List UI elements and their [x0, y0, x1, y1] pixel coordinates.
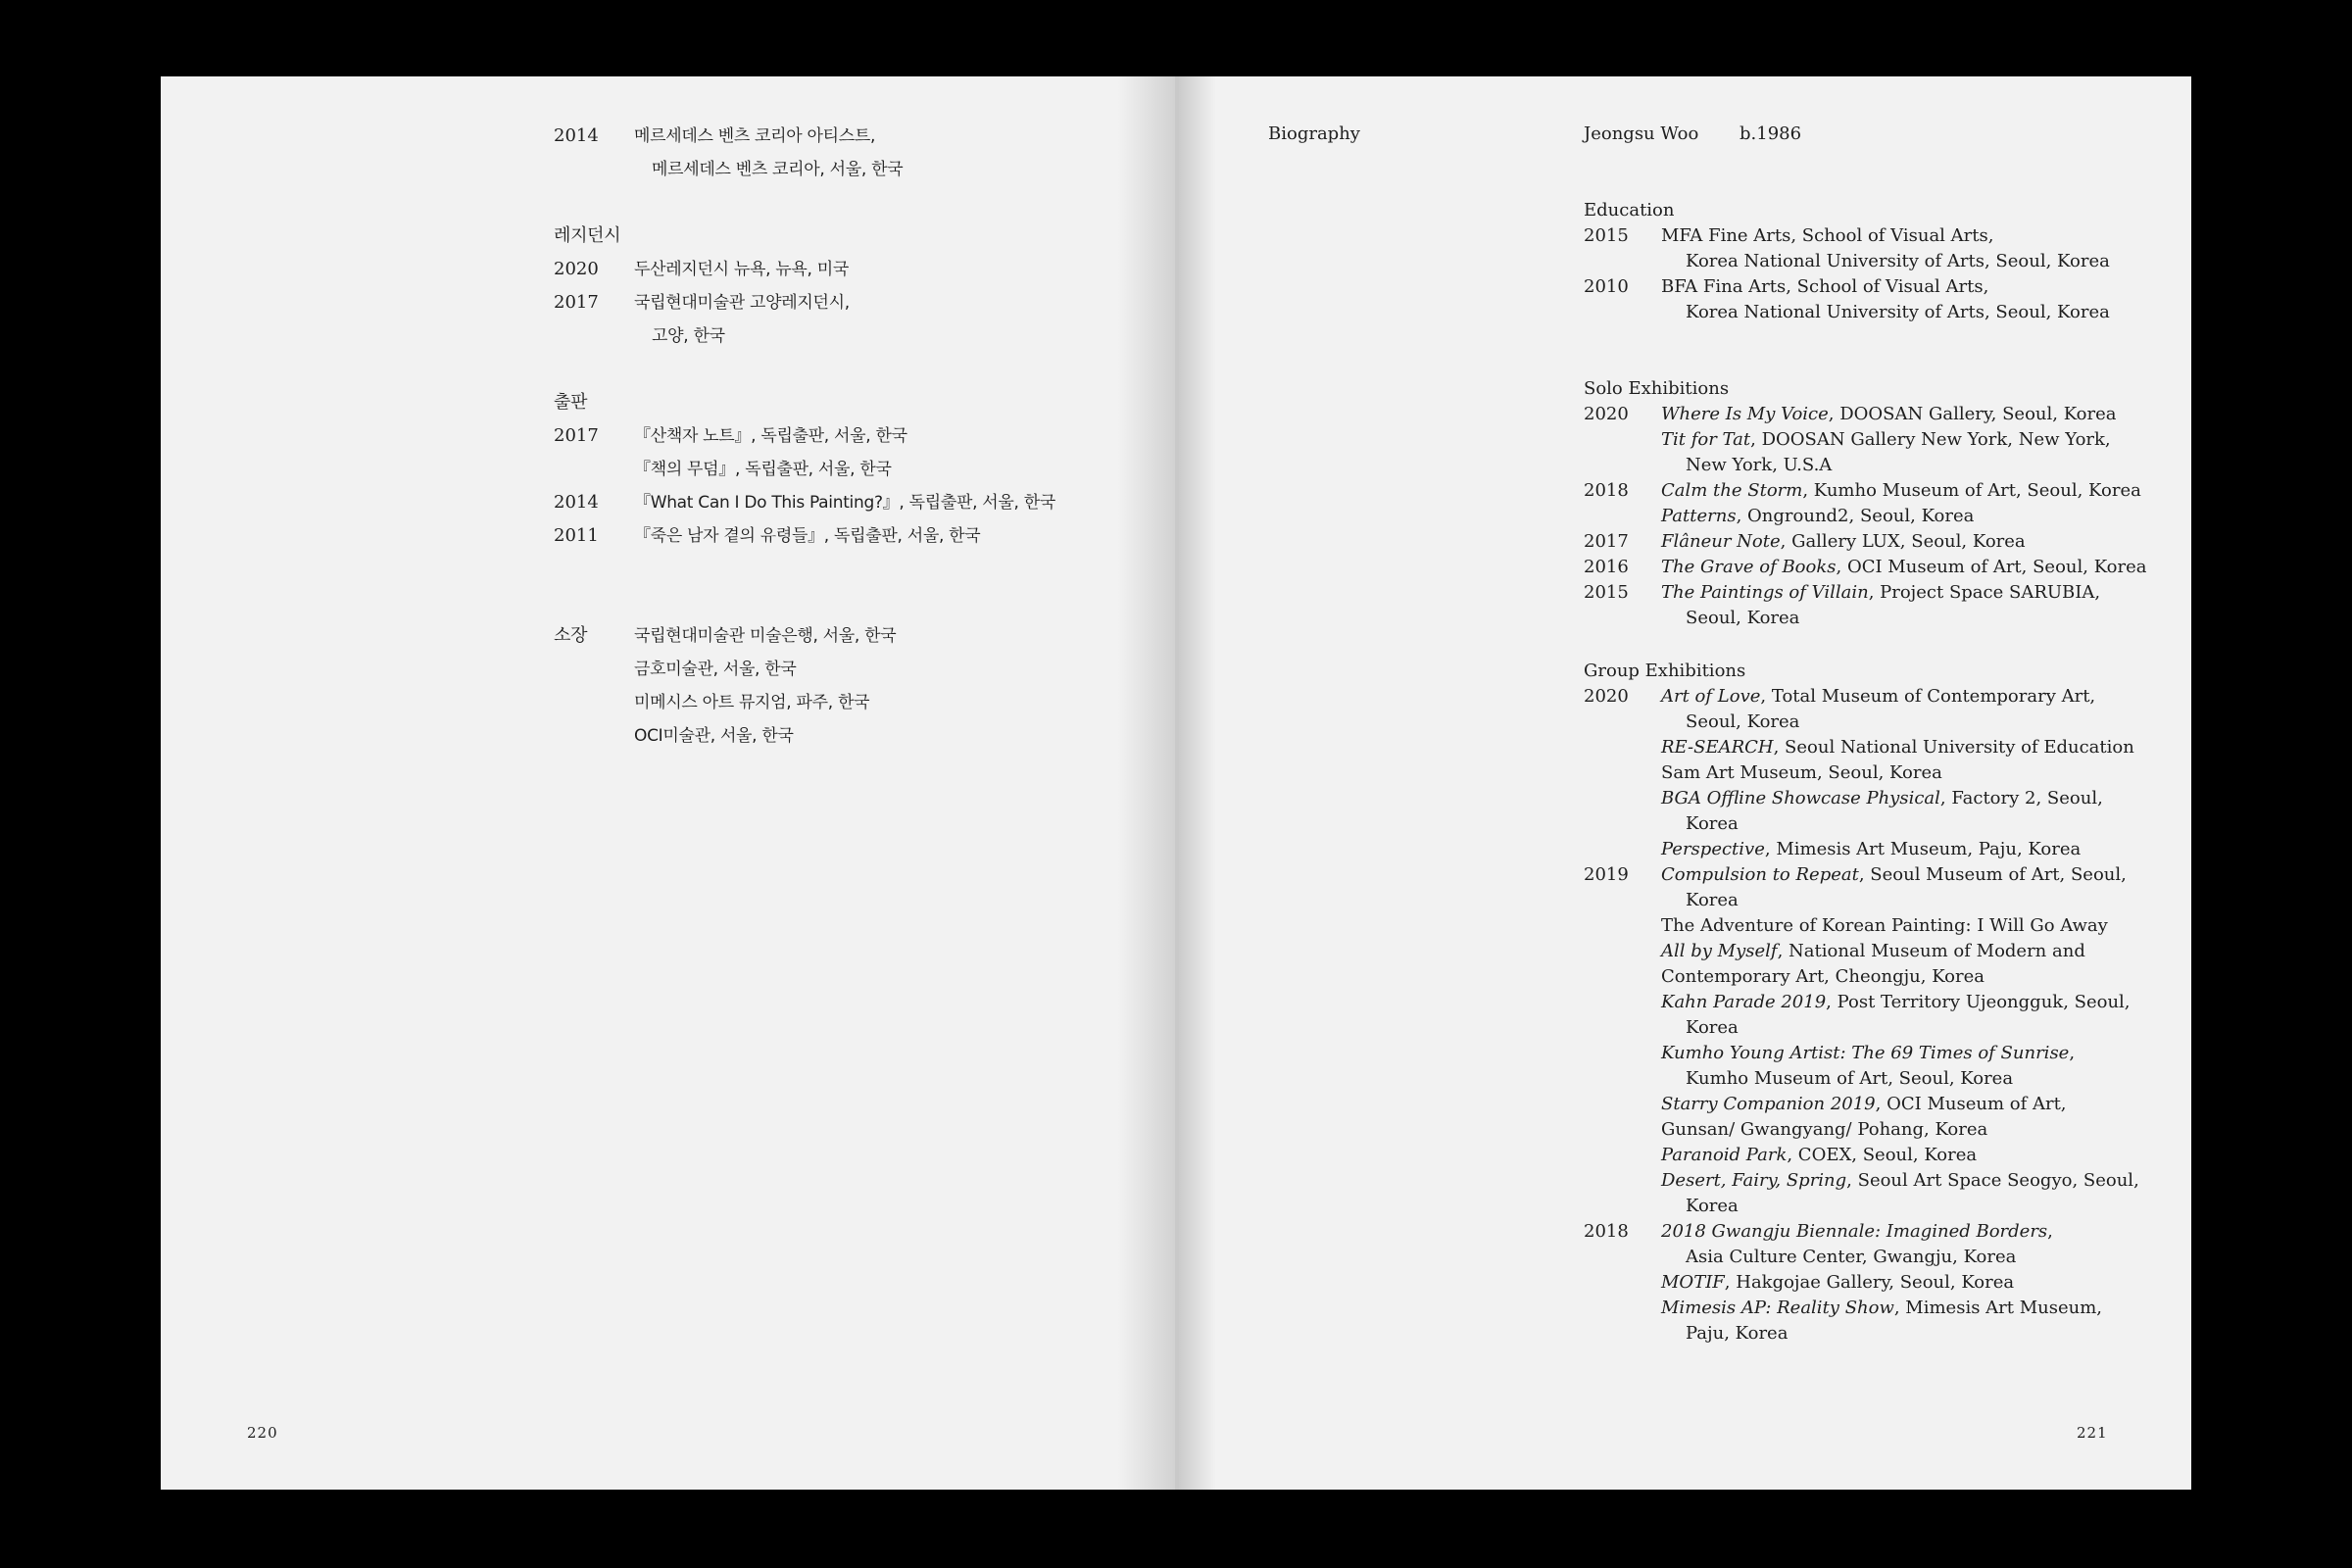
publication-entry: 『What Can I Do This Painting?』, 독립출판, 서울, 한국 — [634, 493, 1055, 513]
group-entry: All by Myself, National Museum of Modern and — [1661, 941, 2085, 961]
education-entry: MFA Fine Arts, School of Visual Arts, — [1661, 225, 1994, 246]
publications-heading: 출판 — [554, 392, 588, 413]
publication-entry: 『죽은 남자 곁의 유령들』, 독립출판, 서울, 한국 — [634, 526, 981, 546]
solo-entry: Tit for Tat, DOOSAN Gallery New York, New York, — [1661, 429, 2111, 450]
group-entry: Paju, Korea — [1686, 1323, 1788, 1344]
group-entry: Paranoid Park, COEX, Seoul, Korea — [1661, 1145, 1978, 1165]
solo-year: 2018 — [1584, 480, 1629, 501]
left-page — [161, 76, 1175, 1490]
solo-entry: Calm the Storm, Kumho Museum of Art, Seoul, Korea — [1661, 480, 2141, 501]
group-entry: Kahn Parade 2019, Post Territory Ujeongguk, Seoul, — [1661, 992, 2131, 1012]
publication-year: 2014 — [554, 492, 599, 513]
solo-entry: Flâneur Note, Gallery LUX, Seoul, Korea — [1661, 531, 2026, 552]
group-entry: MOTIF, Hakgojae Gallery, Seoul, Korea — [1661, 1272, 2015, 1293]
solo-year: 2016 — [1584, 557, 1629, 577]
solo-year: 2020 — [1584, 404, 1629, 424]
group-entry: Contemporary Art, Cheongju, Korea — [1661, 966, 1985, 987]
group-entry: Starry Companion 2019, OCI Museum of Art, — [1661, 1094, 2067, 1114]
residency-entry: 고양, 한국 — [652, 326, 725, 346]
page-number-right: 221 — [2077, 1424, 2108, 1442]
solo-entry: The Paintings of Villain, Project Space SARUBIA, — [1661, 582, 2101, 603]
collection-item: 금호미술관, 서울, 한국 — [634, 660, 797, 679]
collection-item: OCI미술관, 서울, 한국 — [634, 726, 794, 746]
solo-entry: Seoul, Korea — [1686, 608, 1800, 628]
solo-entry: New York, U.S.A — [1686, 455, 1833, 475]
group-entry: Art of Love, Total Museum of Contemporary Art, — [1661, 686, 2096, 707]
group-entry: Mimesis AP: Reality Show, Mimesis Art Museum, — [1661, 1298, 2103, 1318]
group-entry: 2018 Gwangju Biennale: Imagined Borders, — [1661, 1221, 2053, 1242]
group-entry: Korea — [1686, 890, 1739, 910]
residency-year: 2020 — [554, 259, 599, 279]
award-line: 메르세데스 벤츠 코리아 아티스트, — [634, 126, 876, 146]
group-entry: Asia Culture Center, Gwangju, Korea — [1686, 1247, 2017, 1267]
artist-birth: b.1986 — [1740, 123, 1802, 144]
group-entry: The Adventure of Korean Painting: I Will Go Away — [1661, 915, 2108, 936]
group-entry: Kumho Museum of Art, Seoul, Korea — [1686, 1068, 2014, 1089]
publication-year: 2011 — [554, 525, 599, 546]
solo-year: 2017 — [1584, 531, 1629, 552]
award-year: 2014 — [554, 125, 599, 146]
collection-item: 미메시스 아트 뮤지엄, 파주, 한국 — [634, 693, 870, 712]
group-entry: Korea — [1686, 1017, 1739, 1038]
solo-heading: Solo Exhibitions — [1584, 378, 1730, 399]
solo-entry: The Grave of Books, OCI Museum of Art, Seoul, Korea — [1661, 557, 2147, 577]
page-number-left: 220 — [247, 1424, 278, 1442]
group-entry: Korea — [1686, 1196, 1739, 1216]
group-year: 2020 — [1584, 686, 1629, 707]
group-entry: RE-SEARCH, Seoul National University of Education — [1661, 737, 2134, 758]
collections-heading: 소장 — [554, 625, 588, 646]
group-entry: Compulsion to Repeat, Seoul Museum of Art, Seoul, — [1661, 864, 2127, 885]
group-year: 2019 — [1584, 864, 1629, 885]
group-year: 2018 — [1584, 1221, 1629, 1242]
gutter-fold — [1175, 76, 1179, 1490]
group-entry: Kumho Young Artist: The 69 Times of Sunrise, — [1661, 1043, 2076, 1063]
collection-item: 국립현대미술관 미술은행, 서울, 한국 — [634, 626, 897, 646]
education-year: 2015 — [1584, 225, 1629, 246]
section-title: Biography — [1268, 123, 1360, 144]
solo-entry: Where Is My Voice, DOOSAN Gallery, Seoul, Korea — [1661, 404, 2117, 424]
group-heading: Group Exhibitions — [1584, 661, 1746, 681]
residency-year: 2017 — [554, 292, 599, 313]
group-entry: Sam Art Museum, Seoul, Korea — [1661, 762, 1942, 783]
publication-entry: 『산책자 노트』, 독립출판, 서울, 한국 — [634, 426, 907, 446]
group-entry: BGA Offline Showcase Physical, Factory 2, Seoul, — [1661, 788, 2103, 808]
residency-entry: 국립현대미술관 고양레지던시, — [634, 293, 850, 313]
education-entry: BFA Fina Arts, School of Visual Arts, — [1661, 276, 1989, 297]
education-year: 2010 — [1584, 276, 1629, 297]
group-entry: Perspective, Mimesis Art Museum, Paju, Korea — [1661, 839, 2082, 859]
artist-name: Jeongsu Woo — [1584, 123, 1699, 144]
publication-entry: 『책의 무덤』, 독립출판, 서울, 한국 — [634, 460, 892, 479]
group-entry: Seoul, Korea — [1686, 711, 1800, 732]
publication-year: 2017 — [554, 425, 599, 446]
residency-heading: 레지던시 — [554, 225, 621, 246]
group-entry: Korea — [1686, 813, 1739, 834]
education-heading: Education — [1584, 200, 1675, 220]
award-line: 메르세데스 벤츠 코리아, 서울, 한국 — [652, 160, 904, 179]
group-entry: Gunsan/ Gwangyang/ Pohang, Korea — [1661, 1119, 1988, 1140]
group-entry: Desert, Fairy, Spring, Seoul Art Space Seogyo, Seoul, — [1661, 1170, 2139, 1191]
education-entry: Korea National University of Arts, Seoul, Korea — [1686, 302, 2110, 322]
education-entry: Korea National University of Arts, Seoul, Korea — [1686, 251, 2110, 271]
solo-year: 2015 — [1584, 582, 1629, 603]
solo-entry: Patterns, Onground2, Seoul, Korea — [1661, 506, 1975, 526]
residency-entry: 두산레지던시 뉴욕, 뉴욕, 미국 — [634, 260, 849, 279]
